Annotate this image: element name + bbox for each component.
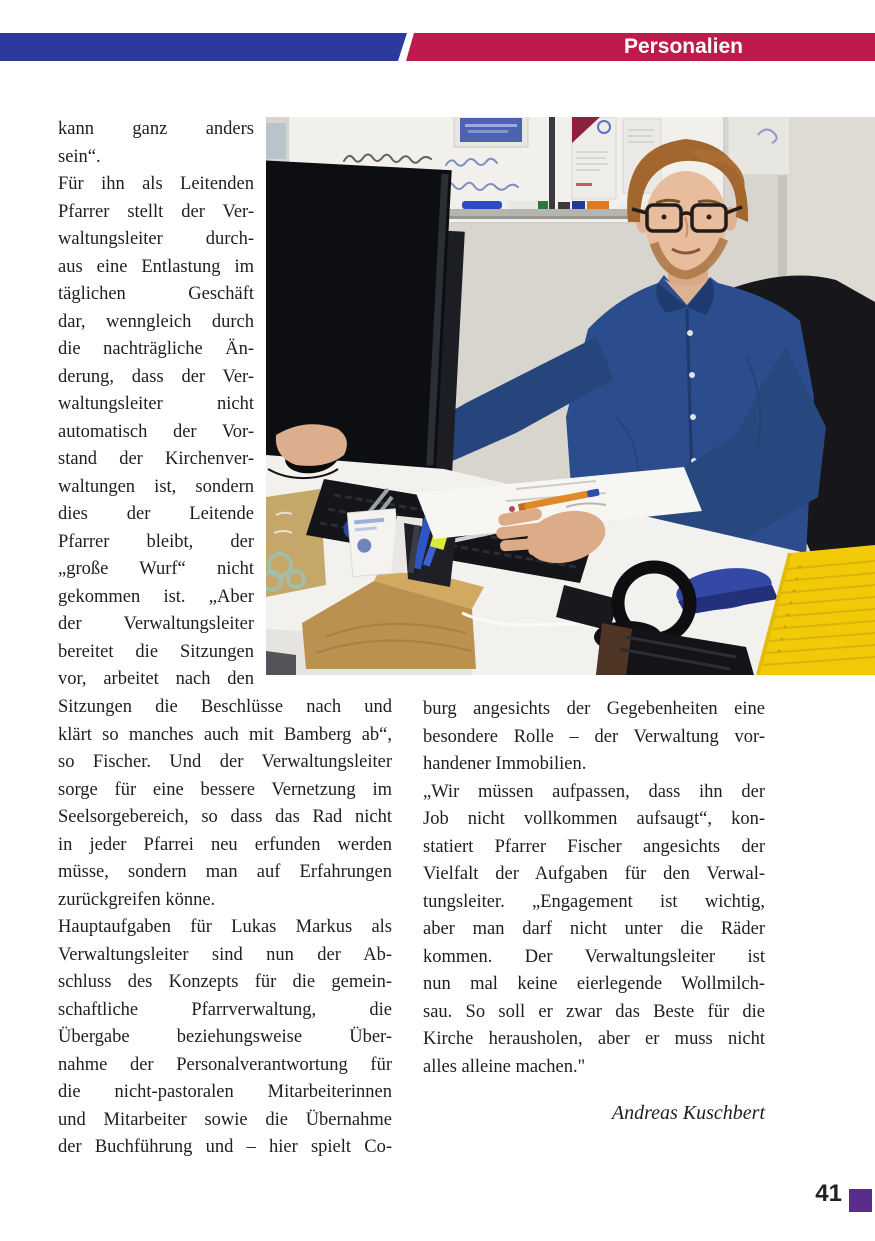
text-line: Pfarrer stellt der Ver-	[58, 201, 254, 222]
header-bar	[0, 33, 875, 61]
text-line: burg angesichts der Gegebenheiten eine	[423, 699, 765, 719]
text-line: kann ganz anders	[58, 119, 254, 139]
section-title: Personalien	[623, 35, 743, 58]
text-line: die nachträgliche Än-	[58, 339, 254, 359]
text-line: sein“.	[58, 146, 101, 167]
text-line: Job nicht vollkommen aufsaugt“, kon-	[423, 809, 765, 829]
text-line: so Fischer. Und der Verwaltungsleiter	[58, 752, 392, 772]
text-line: die nicht-pastoralen Mitarbeiterinnen	[58, 1082, 392, 1102]
text-line: Übergabe beziehungsweise Über-	[58, 1027, 392, 1047]
article-column-narrow	[58, 116, 254, 694]
text-line: nahme der Personalverantwortung für	[58, 1054, 392, 1075]
pinned-card-red	[572, 117, 616, 199]
text-line: Seelsorgebereich, so dass das Rad nicht	[58, 807, 392, 827]
text-line: waltungen ist, sondern	[58, 476, 254, 497]
office-photo-illustration	[266, 117, 875, 675]
text-line: automatisch der Vor-	[58, 421, 254, 442]
text-line: aber man darf nicht unter die Räder	[423, 919, 765, 939]
text-line: Für ihn als Leitenden	[58, 174, 254, 194]
text-line: kommen. Der Verwaltungsleiter ist	[423, 946, 765, 967]
marker-blue	[462, 201, 502, 209]
text-line: täglichen Geschäft	[58, 284, 254, 304]
text-line: müsse, sondern man auf Erfahrungen	[58, 862, 392, 882]
text-line: Sitzungen die Beschlüsse nach und	[58, 697, 392, 717]
text-line: zurückgreifen könne.	[58, 889, 216, 910]
text-line: Verwaltungsleiter sind nun der Ab-	[58, 944, 392, 965]
text-line: und Mitarbeiter sowie die Übernahme	[58, 1109, 392, 1130]
text-line: der Buchführung und – hier spielt Co-	[58, 1137, 392, 1157]
text-line: schluss des Konzepts für die gemein-	[58, 972, 392, 992]
text-line: alles alleine machen."	[423, 1056, 586, 1077]
text-line: nun mal keine eierlegende Wollmilch-	[423, 974, 765, 994]
page-accent-square	[849, 1189, 872, 1212]
wall-sign-blue	[454, 117, 528, 147]
text-line: „große Wurf“ nicht	[58, 559, 254, 579]
text-line: in jeder Pfarrei neu erfunden werden	[58, 834, 392, 855]
text-line: Kirche herausholen, aber er muss nicht	[423, 1029, 765, 1049]
marker-white	[508, 201, 542, 209]
article-column-left	[58, 694, 392, 1162]
text-line: Pfarrer bleibt, der	[58, 531, 254, 552]
article-column-right	[423, 696, 765, 1081]
text-line: „Wir müssen aufpassen, dass ihn der	[423, 781, 765, 802]
office-photo	[266, 117, 875, 675]
text-line: sorge für eine bessere Vernetzung im	[58, 779, 392, 800]
wall-poster-sliver	[266, 123, 286, 159]
marker-navy-cap	[572, 201, 585, 209]
text-line: besondere Rolle – der Verwaltung vor-	[423, 726, 765, 747]
text-line: Vielfalt der Aufgaben für den Verwal-	[423, 864, 765, 884]
marker-green-cap	[538, 201, 548, 209]
text-line: gekommen ist. „Aber	[58, 586, 254, 607]
author-signature: Andreas Kuschbert	[611, 1102, 765, 1124]
text-line: der Verwaltungsleiter	[58, 614, 254, 634]
text-line: handener Immobilien.	[423, 754, 587, 774]
page-number: 41	[815, 1180, 842, 1207]
text-line: sau. So soll er zwar das Beste für die	[423, 1001, 765, 1022]
marker-orange	[587, 201, 609, 209]
text-line: Hauptaufgaben für Lukas Markus als	[58, 917, 392, 937]
text-line: klärt so manches auch mit Bamberg ab“,	[58, 724, 392, 745]
text-line: waltungsleiter durch-	[58, 229, 254, 249]
text-line: dies der Leitende	[58, 504, 254, 524]
text-line: tungsleiter. „Engagement ist wichtig,	[423, 891, 765, 912]
text-line: statiert Pfarrer Fischer angesichts der	[423, 836, 765, 857]
text-line: stand der Kirchenver-	[58, 449, 254, 469]
monitor-front	[266, 160, 452, 470]
desk-drawer	[266, 651, 296, 675]
text-line: vor, arbeitet nach den	[58, 669, 254, 689]
text-line: waltungsleiter nicht	[58, 394, 254, 414]
text-line: schaftliche Pfarrverwaltung, die	[58, 999, 392, 1020]
text-line: bereitet die Sitzungen	[58, 641, 254, 662]
text-line: derung, dass der Ver-	[58, 366, 254, 387]
text-line: dar, wenngleich durch	[58, 311, 254, 332]
text-line: aus eine Entlastung im	[58, 256, 254, 277]
